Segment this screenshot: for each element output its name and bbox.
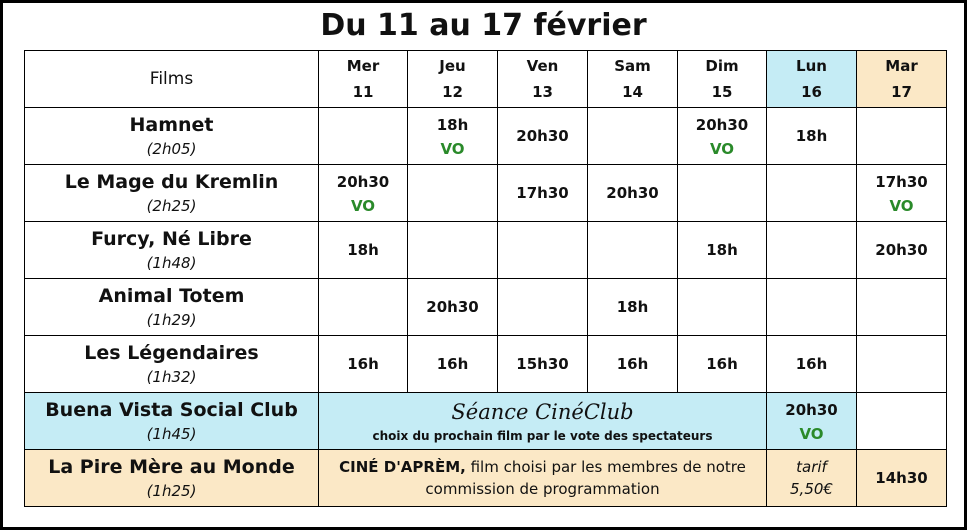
film-title: Furcy, Né Libre xyxy=(91,228,252,250)
film-duration: (1h29) xyxy=(146,311,197,329)
showtime: 16h xyxy=(347,355,379,373)
cine-apres-banner xyxy=(319,450,767,507)
film-row xyxy=(25,222,947,279)
showtime: 20h30 xyxy=(695,116,749,134)
film-row xyxy=(25,336,947,393)
showtime-cell xyxy=(498,222,588,279)
showtime-cell xyxy=(767,336,857,393)
showtime: 18h xyxy=(706,241,738,259)
showtime-cell xyxy=(678,279,767,336)
day-name: Mer xyxy=(346,57,380,75)
showtime-cell xyxy=(408,336,498,393)
film-cell xyxy=(25,108,319,165)
film-title: Hamnet xyxy=(129,114,214,136)
showtime-cell xyxy=(588,279,678,336)
showtime-cell xyxy=(408,165,498,222)
day-number: 11 xyxy=(352,83,374,101)
showtime-cell xyxy=(857,336,947,393)
showtime: 20h30 xyxy=(606,184,659,202)
showtime-cell xyxy=(319,279,408,336)
showtime-cell xyxy=(498,279,588,336)
showtime: 14h30 xyxy=(875,469,928,487)
showtime: 15h30 xyxy=(516,355,569,373)
film-title: Le Mage du Kremlin xyxy=(64,171,279,193)
films-column-header: Films xyxy=(25,51,319,108)
showtime-cell xyxy=(767,108,857,165)
day-name: Sam xyxy=(614,57,651,75)
showtime: 20h30 xyxy=(516,127,569,145)
day-number: 15 xyxy=(711,83,733,101)
showtime-cell xyxy=(408,279,498,336)
showtime: 20h30 xyxy=(875,241,928,259)
day-name: Ven xyxy=(526,57,559,75)
showtime-cell xyxy=(498,336,588,393)
header-row xyxy=(25,51,947,108)
film-cell xyxy=(25,165,319,222)
showtime-cell xyxy=(857,393,947,450)
film-cell xyxy=(25,450,319,507)
showtime-cell xyxy=(857,450,947,507)
showtime-cell xyxy=(767,393,857,450)
showtime: 20h30 xyxy=(426,298,479,316)
showtime: 16h xyxy=(706,355,738,373)
vo-label: VO xyxy=(799,425,824,443)
film-cell xyxy=(25,336,319,393)
showtime-cell xyxy=(588,336,678,393)
schedule-table xyxy=(24,50,947,507)
day-header-ven xyxy=(498,51,588,108)
vo-label: VO xyxy=(440,140,465,158)
film-duration: (1h48) xyxy=(146,254,197,272)
day-header-lun xyxy=(767,51,857,108)
showtime-cell xyxy=(857,165,947,222)
showtime-cell xyxy=(408,108,498,165)
showtime-cell xyxy=(498,108,588,165)
film-cell xyxy=(25,222,319,279)
film-title: Les Légendaires xyxy=(84,342,259,364)
showtime: 18h xyxy=(347,241,379,259)
showtime-cell xyxy=(588,222,678,279)
showtime: 18h xyxy=(436,116,469,134)
page-title: Du 11 au 17 février xyxy=(320,8,647,43)
showtime: 18h xyxy=(616,298,649,316)
day-number: 16 xyxy=(801,83,822,101)
showtime: 16h xyxy=(795,355,828,373)
showtime-cell xyxy=(767,222,857,279)
day-name: Jeu xyxy=(439,57,466,75)
day-number: 12 xyxy=(442,83,463,101)
film-title: La Pire Mère au Monde xyxy=(48,456,295,478)
showtime-cell xyxy=(857,222,947,279)
film-row xyxy=(25,279,947,336)
tarif-cell xyxy=(767,450,857,507)
showtime-cell xyxy=(678,336,767,393)
vo-label: VO xyxy=(350,197,376,215)
day-name: Lun xyxy=(796,57,827,75)
cine-apres-line2: commission de programmation xyxy=(425,480,660,498)
showtime-cell xyxy=(857,108,947,165)
showtime: 16h xyxy=(616,355,649,373)
showtime-cell xyxy=(319,165,408,222)
film-row-cine-apres xyxy=(25,450,947,507)
day-header-jeu xyxy=(408,51,498,108)
showtime-cell xyxy=(678,222,767,279)
showtime: 20h30 xyxy=(336,173,390,191)
day-name: Mar xyxy=(885,57,918,75)
cine-apres-label: CINÉ D'APRÈM, xyxy=(339,458,466,476)
cineclub-banner xyxy=(319,393,767,450)
film-duration: (1h25) xyxy=(146,482,197,500)
day-header-dim xyxy=(678,51,767,108)
film-cell xyxy=(25,393,319,450)
showtime: 16h xyxy=(436,355,469,373)
day-header-sam xyxy=(588,51,678,108)
day-number: 13 xyxy=(532,83,553,101)
vo-label: VO xyxy=(889,197,914,215)
vo-label: VO xyxy=(709,140,735,158)
cine-apres-text: film choisi par les membres de notre xyxy=(465,458,746,476)
film-row xyxy=(25,108,947,165)
showtime-cell xyxy=(857,279,947,336)
tarif-label: tarif xyxy=(796,458,827,476)
day-name: Dim xyxy=(705,57,739,75)
showtime-cell xyxy=(498,165,588,222)
showtime-cell xyxy=(678,165,767,222)
film-duration: (1h45) xyxy=(146,425,197,443)
day-number: 14 xyxy=(622,83,643,101)
film-row xyxy=(25,165,947,222)
film-title: Animal Totem xyxy=(98,285,245,307)
showtime-cell xyxy=(767,165,857,222)
showtime: 20h30 xyxy=(785,401,838,419)
cineclub-subtitle: choix du prochain film par le vote des spectateurs xyxy=(372,429,713,443)
showtime: 17h30 xyxy=(875,173,928,191)
showtime: 18h xyxy=(795,127,828,145)
day-header-mar xyxy=(857,51,947,108)
film-row-cineclub xyxy=(25,393,947,450)
showtime: 17h30 xyxy=(516,184,569,202)
day-number: 17 xyxy=(891,83,912,101)
showtime-cell xyxy=(588,165,678,222)
film-duration: (1h32) xyxy=(146,368,197,386)
film-duration: (2h05) xyxy=(146,140,197,158)
film-cell xyxy=(25,279,319,336)
showtime-cell xyxy=(319,222,408,279)
showtime-cell xyxy=(588,108,678,165)
cineclub-title: Séance CinéClub xyxy=(451,400,634,424)
showtime-cell xyxy=(678,108,767,165)
showtime-cell xyxy=(319,336,408,393)
showtime-cell xyxy=(408,222,498,279)
showtime-cell xyxy=(319,108,408,165)
showtime-cell xyxy=(767,279,857,336)
day-header-mer xyxy=(319,51,408,108)
film-title: Buena Vista Social Club xyxy=(45,399,298,421)
film-duration: (2h25) xyxy=(146,197,197,215)
cine-apres-line1 xyxy=(319,456,766,478)
tarif-price: 5,50€ xyxy=(790,480,833,498)
